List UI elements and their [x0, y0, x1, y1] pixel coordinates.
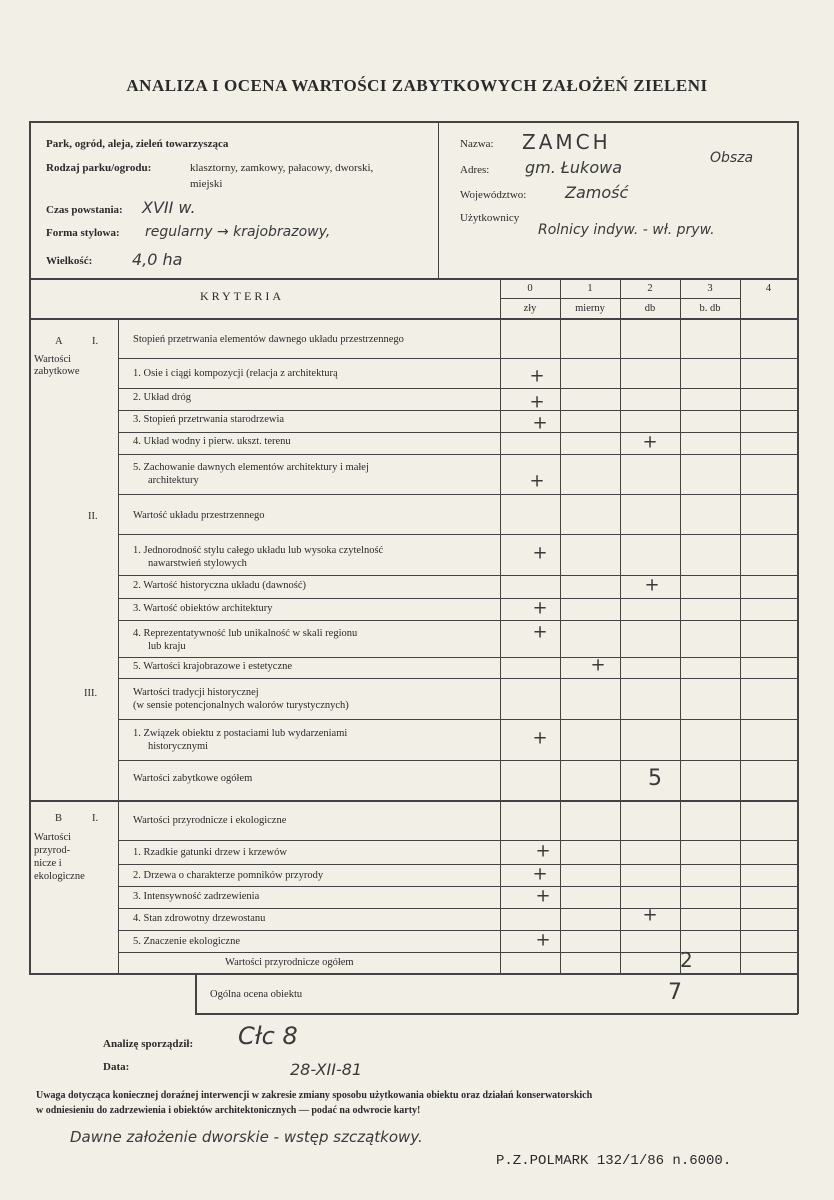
a-total-value: 5 [648, 766, 662, 791]
row-line [118, 719, 797, 720]
mark-a-ii-2: + [644, 574, 660, 596]
b-item-2: 2. Drzewa o charakterze pomników przyrody [133, 870, 324, 881]
section-b-name-3: nicze i [34, 858, 62, 869]
time-label: Czas powstania: [46, 204, 123, 216]
type-label: Park, ogród, aleja, zieleń towarzysząca [46, 138, 229, 150]
section-b-roman: I. [92, 813, 99, 824]
voiv-label: Województwo: [460, 189, 527, 201]
section-a-ii-roman: II. [88, 511, 98, 522]
mark-b-1: + [535, 840, 551, 862]
col-line-4 [740, 278, 741, 974]
style-value: regularny → krajobrazowy, [145, 224, 331, 240]
a-i-title-line [118, 358, 797, 359]
mark-a-i-3: + [532, 412, 548, 434]
col-line-2 [620, 278, 621, 974]
page-title: ANALIZA I OCENA WARTOŚCI ZABYTKOWYCH ZAŁOŻEŃ ZIELENI [126, 76, 708, 95]
criteria-header-bottom [29, 318, 797, 320]
mark-a-ii-1: + [532, 542, 548, 564]
col-line-3 [680, 278, 681, 974]
size-value: 4,0 ha [132, 250, 183, 269]
row-line [118, 908, 797, 909]
a-i-item-1: 1. Osie i ciągi kompozycji (relacja z architekturą [133, 368, 338, 379]
col-line-1 [560, 278, 561, 974]
section-b-letter: B [55, 813, 63, 824]
row-line [118, 864, 797, 865]
a-iii-title: Wartości tradycji historycznej [133, 687, 259, 698]
a-ii-item-1: 1. Jednorodność stylu całego układu lub wysoka czytelność [133, 545, 384, 556]
section-a-name: Wartości zabytkowe [34, 354, 80, 377]
style-label: Forma stylowa: [46, 227, 120, 239]
section-a-roman: I. [92, 336, 99, 347]
a-ii-item-1b: nawarstwień stylowych [148, 558, 247, 569]
score-4: 4 [765, 283, 772, 294]
section-a-letter: A [55, 336, 63, 347]
b-title: Wartości przyrodnicze i ekologiczne [133, 815, 287, 826]
mark-b-4: + [642, 904, 658, 926]
row-line [118, 930, 797, 931]
mark-a-i-1: + [529, 365, 545, 387]
row-line [118, 657, 797, 658]
a-i-title: Stopień przetrwania elementów dawnego układu przestrzennego [133, 334, 404, 345]
mark-a-ii-4: + [532, 621, 548, 643]
row-line [118, 620, 797, 621]
row-line [118, 840, 797, 841]
a-i-item-2: 2. Układ dróg [133, 392, 192, 403]
header-divider [438, 121, 439, 278]
address-extra: Obsza [710, 150, 754, 166]
author-signature: Cłc 8 [238, 1022, 298, 1050]
a-i-item-3: 3. Stopień przetrwania starodrzewia [133, 414, 285, 425]
frame-bottom [195, 1013, 798, 1015]
a-iii-title-2: (w sensie potencjonalnych walorów turystycznych) [133, 700, 349, 711]
score-name-divider [500, 298, 740, 299]
a-iii-item-1: 1. Związek obiektu z postaciami lub wydarzeniami [133, 728, 348, 739]
note-line-1: Uwaga dotycząca koniecznej doraźnej interwencji w zakresie zmiany sposobu użytkowania obiektu oraz działań konserwatorskich [36, 1090, 593, 1101]
a-ii-item-4: 4. Reprezentatywność lub unikalność w skali regionu [133, 628, 358, 639]
time-value: XVII w. [142, 198, 196, 217]
row-line [118, 952, 797, 953]
mark-a-iii-1: + [532, 727, 548, 749]
name-label: Nazwa: [460, 138, 494, 150]
row-line [118, 432, 797, 433]
overall-value: 7 [668, 980, 682, 1005]
score-3: 3 [707, 283, 713, 294]
section-col-line [118, 318, 119, 974]
a-ii-item-5: 5. Wartości krajobrazowe i estetyczne [133, 661, 293, 672]
handwritten-note: Dawne założenie dworskie - wstęp szczątkowy. [70, 1128, 423, 1146]
mark-a-ii-5: + [590, 654, 606, 676]
address-value: gm. Łukowa [525, 158, 622, 177]
b-item-3: 3. Intensywność zadrzewienia [133, 891, 260, 902]
mark-a-i-5: + [529, 470, 545, 492]
a-i-item-5b: architektury [148, 475, 199, 486]
a-ii-item-3: 3. Wartość obiektów architektury [133, 603, 273, 614]
row-line [118, 598, 797, 599]
row-line [118, 494, 797, 495]
mark-a-i-2: + [529, 391, 545, 413]
col-line-0 [500, 278, 501, 974]
date-label: Data: [103, 1061, 130, 1073]
mark-a-ii-3: + [532, 597, 548, 619]
b-total-value: 2 [680, 948, 693, 972]
mark-b-3: + [535, 885, 551, 907]
printer-imprint: P.Z.POLMARK 132/1/86 n.6000. [496, 1153, 732, 1169]
address-label: Adres: [460, 164, 490, 176]
row-line [118, 410, 797, 411]
score-2: 2 [647, 283, 653, 294]
mark-b-2: + [532, 863, 548, 885]
row-line [118, 678, 797, 679]
b-item-5: 5. Znaczenie ekologiczne [133, 936, 240, 947]
frame-left [29, 121, 31, 974]
date-value: 28-XII-81 [290, 1060, 363, 1079]
score-name-1: mierny [575, 303, 605, 314]
a-ii-item-4b: lub kraju [148, 641, 186, 652]
frame-right [797, 121, 799, 1014]
b-item-4: 4. Stan zdrowotny drzewostanu [133, 913, 266, 924]
section-b-name-1: Wartości [34, 832, 72, 843]
a-ii-title: Wartość układu przestrzennego [133, 510, 265, 521]
voiv-value: Zamość [565, 183, 629, 202]
row-line [118, 534, 797, 535]
frame-overall-left [195, 973, 197, 1014]
row-line [118, 454, 797, 455]
section-divider [29, 800, 797, 802]
kryteria-label: KRYTERIA [200, 289, 284, 303]
author-label: Analizę sporządził: [103, 1038, 194, 1050]
mark-a-i-4: + [642, 431, 658, 453]
users-value: Rolnicy indyw. - wł. pryw. [538, 222, 715, 238]
kind-options: klasztorny, zamkowy, pałacowy, dworski, [190, 162, 374, 174]
b-item-1: 1. Rzadkie gatunki drzew i krzewów [133, 847, 287, 858]
size-label: Wielkość: [46, 255, 93, 267]
score-1: 1 [587, 283, 593, 294]
score-name-0: zły [523, 303, 537, 314]
users-label: Użytkownicy [460, 212, 520, 224]
a-i-item-5: 5. Zachowanie dawnych elementów architektury i małej [133, 462, 369, 473]
note-line-2: w odniesieniu do zadrzewienia i obiektów architektonicznych — podać na odwrocie karty! [36, 1105, 421, 1116]
section-b-name-4: ekologiczne [34, 871, 85, 882]
section-a-iii-roman: III. [84, 688, 98, 699]
row-line [118, 575, 797, 576]
a-total-label: Wartości zabytkowe ogółem [133, 773, 253, 784]
row-line [118, 388, 797, 389]
a-ii-item-2: 2. Wartość historyczna układu (dawność) [133, 580, 307, 591]
row-line [118, 886, 797, 887]
header-bottom [29, 278, 797, 280]
name-value: ZAMCH [522, 130, 611, 154]
a-i-item-4: 4. Układ wodny i pierw. ukszt. terenu [133, 436, 291, 447]
score-name-2: db [644, 303, 656, 314]
frame-bottom-left [29, 973, 195, 975]
mark-b-5: + [535, 929, 551, 951]
overall-label: Ogólna ocena obiektu [210, 989, 303, 1000]
row-line [118, 760, 797, 761]
a-iii-item-1b: historycznymi [148, 741, 209, 752]
score-0: 0 [527, 283, 533, 294]
overall-top [195, 973, 798, 975]
score-name-3: b. db [699, 303, 721, 314]
frame-top [29, 121, 797, 123]
kind-label: Rodzaj parku/ogrodu: [46, 162, 152, 174]
kind-options-2: miejski [190, 178, 223, 190]
section-b-name-2: przyrod- [34, 845, 71, 856]
b-total-label: Wartości przyrodnicze ogółem [225, 957, 354, 968]
